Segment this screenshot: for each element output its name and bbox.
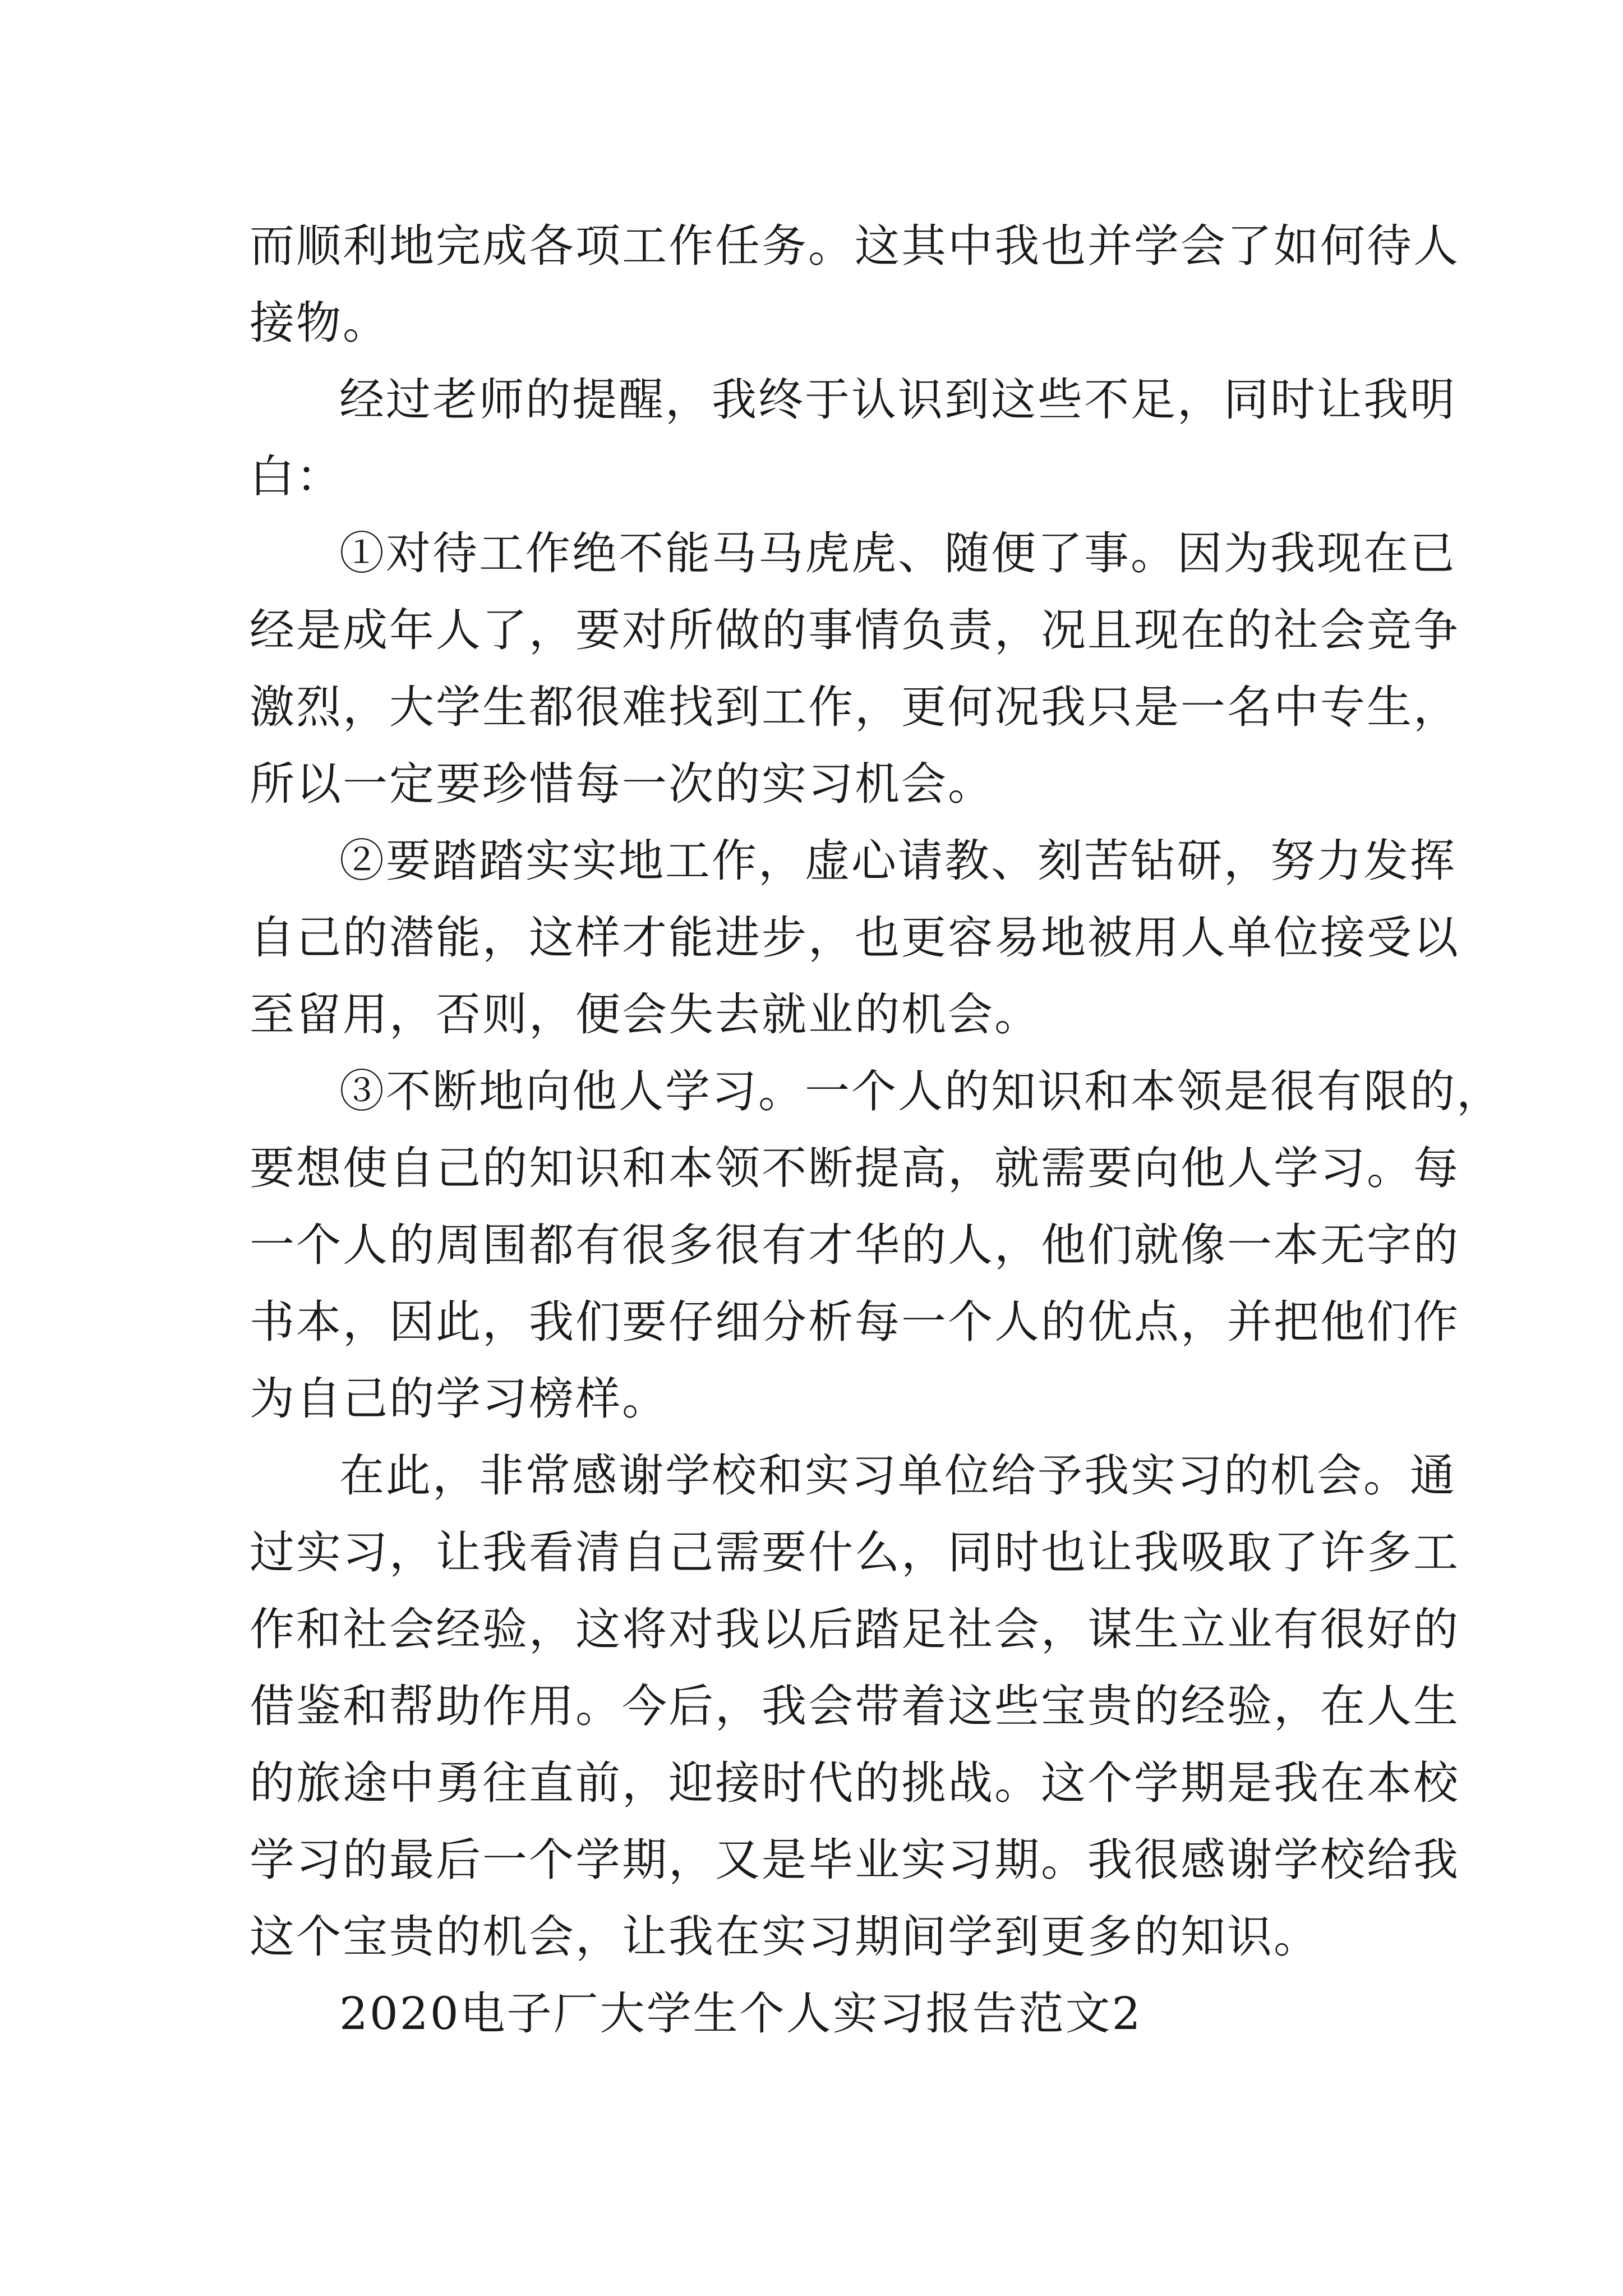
- numbered-item-1: ①对待工作绝不能马马虎虎、随便了事。因为我现在已: [339, 527, 1456, 579]
- paragraph-start: 在此，非常感谢学校和实习单位给予我实习的机会。通: [339, 1450, 1456, 1502]
- text-line: 借鉴和帮助作用。今后，我会带着这些宝贵的经验，在人生: [250, 1680, 1460, 1732]
- text-line: 学习的最后一个学期，又是毕业实习期。我很感谢学校给我: [250, 1834, 1460, 1886]
- text-line: 书本，因此，我们要仔细分析每一个人的优点，并把他们作: [250, 1296, 1460, 1348]
- text-line: 白：: [250, 450, 343, 503]
- text-line: 至留用，否则，便会失去就业的机会。: [250, 988, 1041, 1041]
- text-line: 激烈，大学生都很难找到工作，更何况我只是一名中专生，: [250, 681, 1460, 733]
- text-line: 经是成年人了，要对所做的事情负责，况且现在的社会竞争: [250, 604, 1460, 656]
- text-line: 自己的潜能，这样才能进步，也更容易地被用人单位接受以: [250, 912, 1460, 964]
- text-line: 过实习，让我看清自己需要什么，同时也让我吸取了许多工: [250, 1526, 1460, 1579]
- text-line: 一个人的周围都有很多很有才华的人，他们就像一本无字的: [250, 1219, 1460, 1271]
- text-line: 为自己的学习榜样。: [250, 1373, 668, 1425]
- text-line: 这个宝贵的机会，让我在实习期间学到更多的知识。: [250, 1911, 1320, 1963]
- paragraph-start: 经过老师的提醒，我终于认识到这些不足，同时让我明: [339, 374, 1456, 426]
- text-line: 的旅途中勇往直前，迎接时代的挑战。这个学期是我在本校: [250, 1757, 1460, 1809]
- text-line: 要想使自己的知识和本领不断提高，就需要向他人学习。每: [250, 1142, 1460, 1194]
- text-line: 接物。: [250, 297, 389, 349]
- text-line: 所以一定要珍惜每一次的实习机会。: [250, 758, 994, 810]
- section-heading: 2020电子厂大学生个人实习报告范文2: [339, 1987, 1142, 2040]
- text-line: 作和社会经验，这将对我以后踏足社会，谋生立业有很好的: [250, 1603, 1460, 1655]
- text-line: 而顺利地完成各项工作任务。这其中我也并学会了如何待人: [250, 220, 1460, 272]
- numbered-item-3: ③不断地向他人学习。一个人的知识和本领是很有限的，: [339, 1065, 1503, 1117]
- numbered-item-2: ②要踏踏实实地工作，虚心请教、刻苦钻研，努力发挥: [339, 835, 1456, 887]
